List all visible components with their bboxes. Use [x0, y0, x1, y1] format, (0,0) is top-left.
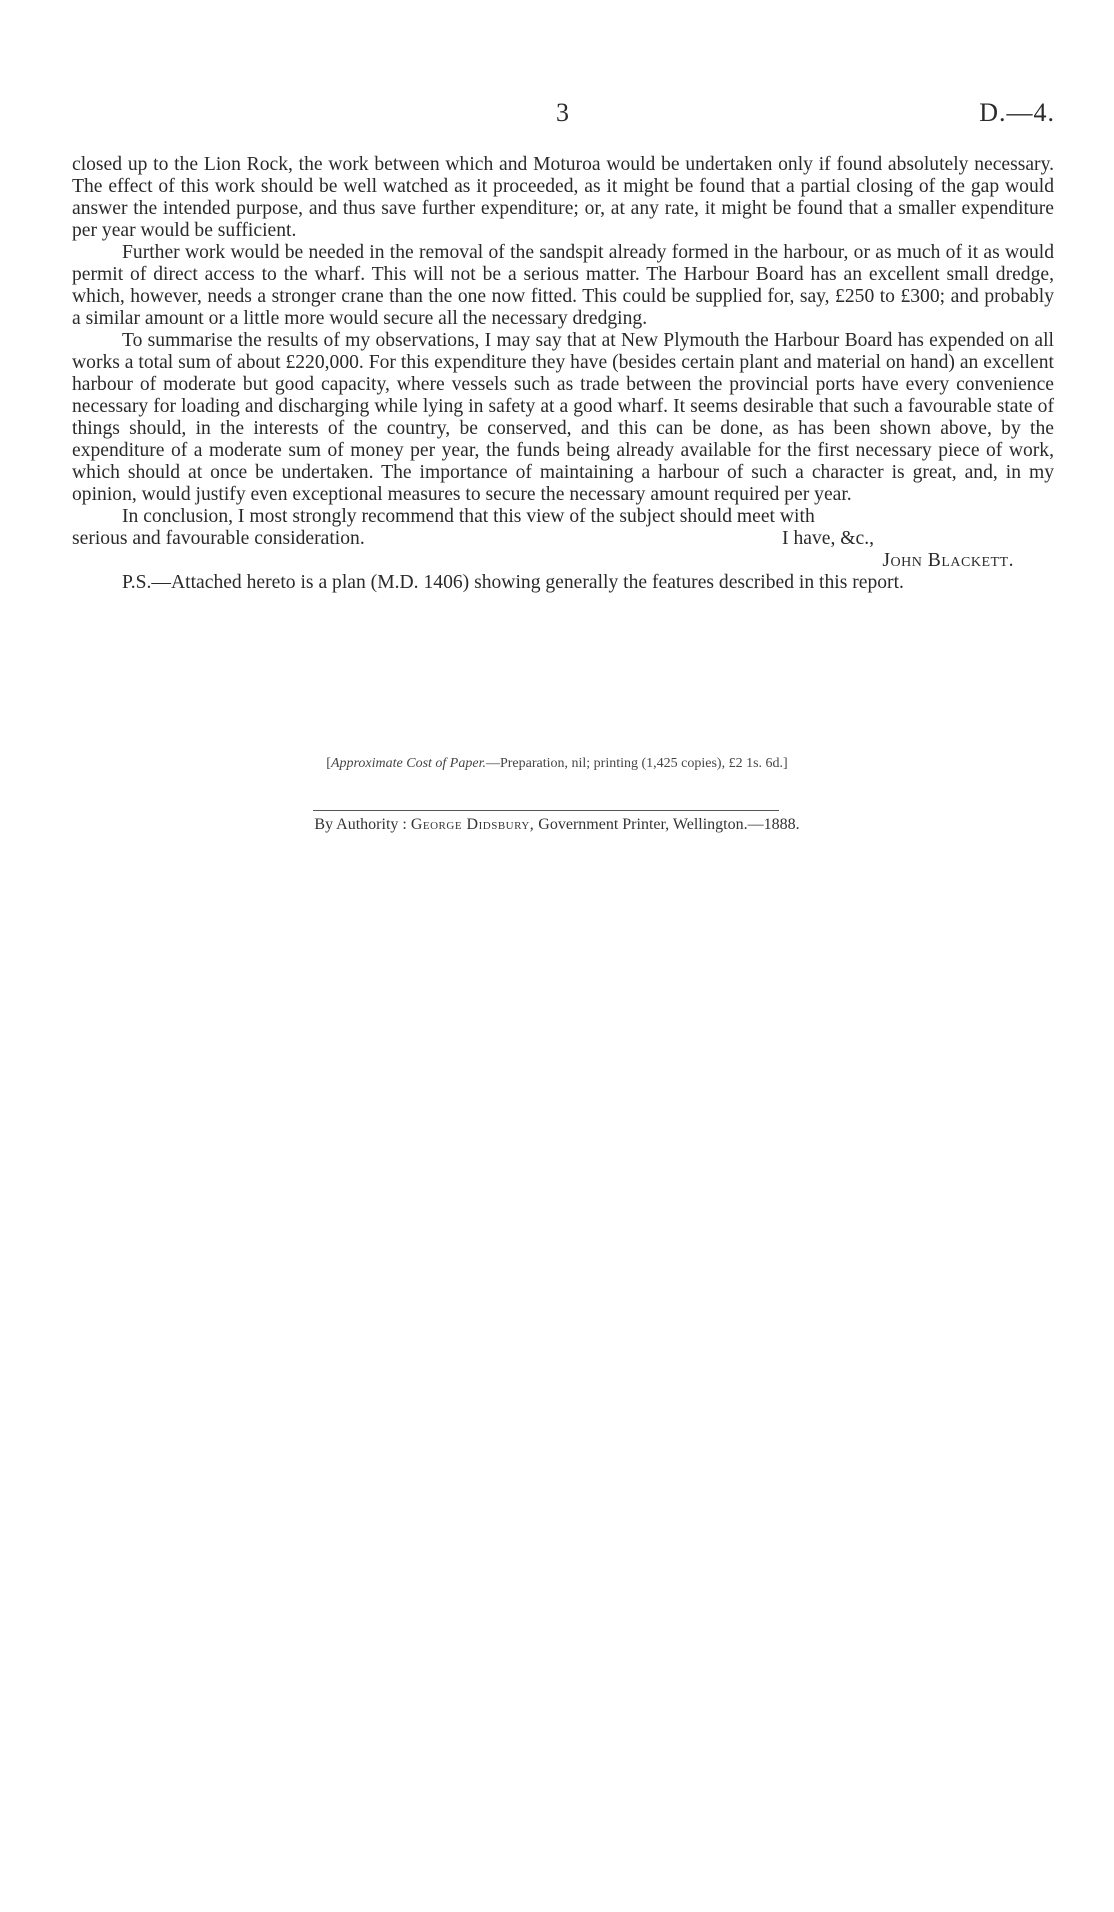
divider-rule: [313, 810, 779, 811]
printer-imprint: [0, 816, 1114, 834]
authority-suffix: Government Printer, Wellington.—1888.: [538, 816, 800, 833]
closing-line: [72, 528, 1054, 550]
postscript: P.S.—Attached hereto is a plan (M.D. 1406) showing generally the features described in this report.: [122, 572, 904, 593]
paragraph-conclusion: In conclusion, I most strongly recommend that this view of the subject should meet with: [122, 506, 815, 527]
report-body: [72, 154, 1054, 594]
paragraph-further-work: Further work would be needed in the removal of the sandspit already formed in the harbour, or as much of it as would permit of direct access to the wharf. This will not be a serious matter. The Harbour Board has an excellent small dredge, which, however, needs a stronger crane than the one now fitted. This could be supplied for, say, £250 to £300; and probably a similar amount or a little more would secure all the necessary dredging.: [72, 242, 1054, 329]
authority-prefix: By Authority :: [314, 816, 407, 833]
page-header: [70, 98, 1055, 132]
signature: John Blackett.: [882, 550, 1014, 571]
page-number: 3: [556, 98, 569, 127]
cost-text: —Preparation, nil; printing (1,425 copies), £2 1s. 6d.: [485, 756, 784, 771]
paragraph-summary: To summarise the results of my observations, I may say that at New Plymouth the Harbour Board has expended on all works a total sum of about £220,000. For this expenditure they have (besides certain plant and material on hand) an excellent harbour of moderate but good capacity, where vessels such as trade between the provincial ports have every convenience necessary for loading and discharging while lying in safety at a good wharf. It seems desirable that such a favourable state of things should, in the interests of the country, be conserved, and this can be done, as has been shown above, by the expenditure of a moderate sum of money per year, the funds being already available for the first necessary piece of work, which should at once be undertaken. The importance of maintaining a harbour of such a character is great, and, in my opinion, would justify even exceptional measures to secure the necessary amount required per year.: [72, 330, 1054, 505]
printer-name: George Didsbury,: [410, 816, 535, 833]
cost-label: Approximate Cost of Paper.: [330, 756, 486, 771]
cost-note: [Approximate Cost of Paper.—Preparation, nil; printing (1,425 copies), £2 1s. 6d.]: [326, 756, 788, 771]
paragraph-continuation: closed up to the Lion Rock, the work between which and Moturoa would be undertaken only if found absolutely necessary. The effect of this work should be well watched as it proceeded, as it might be found that a partial closing of the gap would answer the intended purpose, and thus save further expenditure; or, at any rate, it might be found that a smaller expenditure per year would be sufficient.: [72, 154, 1054, 241]
conclusion-end: serious and favourable consideration.: [72, 528, 365, 549]
document-reference: D.—4.: [979, 98, 1055, 127]
closing-salutation: I have, &c.,: [782, 528, 874, 549]
